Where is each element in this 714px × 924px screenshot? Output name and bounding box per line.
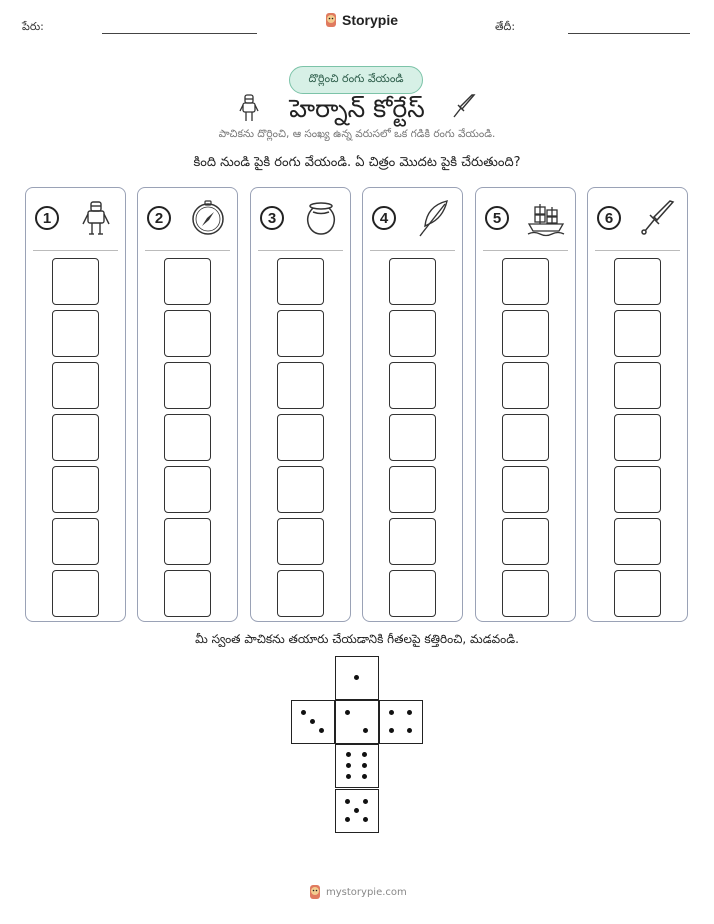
- column-number: 4: [372, 206, 396, 230]
- coloring-box[interactable]: [52, 518, 99, 565]
- coloring-box[interactable]: [614, 362, 661, 409]
- ship-icon: [526, 198, 566, 238]
- coloring-box[interactable]: [277, 466, 324, 513]
- dice-pip: [389, 710, 394, 715]
- dice-pip: [319, 728, 324, 733]
- coloring-box[interactable]: [502, 518, 549, 565]
- column-number: 1: [35, 206, 59, 230]
- dice-pip: [345, 799, 350, 804]
- dice-pip: [407, 728, 412, 733]
- coloring-box[interactable]: [389, 362, 436, 409]
- column-number: 5: [485, 206, 509, 230]
- coloring-box[interactable]: [164, 570, 211, 617]
- coloring-box[interactable]: [502, 362, 549, 409]
- knight-icon: [76, 198, 116, 238]
- brand-name: Storypie: [342, 12, 399, 28]
- instruction-question: కింది నుండి పైకి రంగు వేయండి. ఏ చిత్రం మొదట పైకి చేరుతుంది?: [193, 155, 521, 170]
- coloring-box[interactable]: [277, 518, 324, 565]
- footer-url: mystorypie.com: [326, 886, 407, 898]
- coloring-box[interactable]: [614, 466, 661, 513]
- column-6: [587, 187, 688, 622]
- page-subtitle: పాచికను దొర్లించి, ఆ సంఖ్య ఉన్న వరుసలో ఒక గడికి రంగు వేయండి.: [218, 128, 496, 140]
- cut-instruction: మీ స్వంత పాచికను తయారు చేయడానికి గీతలపై కత్తిరించి, మడవండి.: [195, 632, 519, 646]
- coloring-box[interactable]: [164, 466, 211, 513]
- date-label: తేదీ:: [495, 20, 516, 33]
- coloring-box[interactable]: [389, 310, 436, 357]
- coloring-box[interactable]: [614, 310, 661, 357]
- coloring-box[interactable]: [389, 466, 436, 513]
- coloring-box[interactable]: [277, 258, 324, 305]
- dice-pip: [301, 710, 306, 715]
- page-title: హెర్నాన్ కోర్టేస్: [289, 94, 425, 123]
- dice-face: [335, 700, 379, 744]
- column-number: 2: [147, 206, 171, 230]
- coloring-box[interactable]: [389, 518, 436, 565]
- dice-pip: [362, 752, 367, 757]
- dice-face: [379, 700, 423, 744]
- dice-face: [335, 789, 379, 833]
- coloring-box[interactable]: [502, 466, 549, 513]
- coloring-box[interactable]: [389, 414, 436, 461]
- coloring-box[interactable]: [389, 570, 436, 617]
- coloring-box[interactable]: [52, 310, 99, 357]
- coloring-box[interactable]: [614, 414, 661, 461]
- coloring-box[interactable]: [389, 258, 436, 305]
- feather-quill-icon: [413, 198, 453, 238]
- coloring-box[interactable]: [614, 258, 661, 305]
- column-3: [250, 187, 351, 622]
- coloring-box[interactable]: [164, 258, 211, 305]
- dice-face: [335, 656, 379, 700]
- sword-icon: [638, 198, 678, 238]
- coloring-box[interactable]: [52, 258, 99, 305]
- name-line[interactable]: [102, 33, 257, 34]
- column-number: 3: [260, 206, 284, 230]
- activity-pill: దొర్లించి రంగు వేయండి: [289, 66, 423, 94]
- coloring-box[interactable]: [52, 466, 99, 513]
- column-2: [137, 187, 238, 622]
- coloring-box[interactable]: [52, 414, 99, 461]
- dice-pip: [407, 710, 412, 715]
- dice-pip: [310, 719, 315, 724]
- coloring-box[interactable]: [277, 570, 324, 617]
- coloring-box[interactable]: [277, 310, 324, 357]
- coloring-box[interactable]: [614, 570, 661, 617]
- coloring-box[interactable]: [614, 518, 661, 565]
- bear-logo-icon: [324, 12, 338, 28]
- column-number: 6: [597, 206, 621, 230]
- brand-logo: [324, 12, 398, 28]
- coloring-box[interactable]: [52, 362, 99, 409]
- coloring-box[interactable]: [164, 518, 211, 565]
- name-label: పేరు:: [22, 20, 44, 33]
- dice-pip: [346, 763, 351, 768]
- dice-face: [291, 700, 335, 744]
- pot-icon: [301, 198, 341, 238]
- bear-logo-icon: [308, 884, 322, 900]
- coloring-box[interactable]: [502, 414, 549, 461]
- dice-pip: [363, 817, 368, 822]
- dice-pip: [362, 774, 367, 779]
- coloring-box[interactable]: [277, 414, 324, 461]
- dice-pip: [354, 808, 359, 813]
- dice-face: [335, 744, 379, 788]
- dice-pip: [363, 799, 368, 804]
- column-1: [25, 187, 126, 622]
- dice-pip: [363, 728, 368, 733]
- column-4: [362, 187, 463, 622]
- sword-icon: [450, 93, 478, 123]
- coloring-box[interactable]: [164, 414, 211, 461]
- dice-pip: [345, 817, 350, 822]
- dice-pip: [345, 710, 350, 715]
- dice-pip: [354, 675, 359, 680]
- coloring-box[interactable]: [52, 570, 99, 617]
- dice-pip: [346, 774, 351, 779]
- dice-pip: [346, 752, 351, 757]
- coloring-box[interactable]: [502, 310, 549, 357]
- dice-pip: [389, 728, 394, 733]
- coloring-box[interactable]: [502, 570, 549, 617]
- coloring-box[interactable]: [164, 362, 211, 409]
- dice-pip: [362, 763, 367, 768]
- date-line[interactable]: [568, 33, 690, 34]
- coloring-box[interactable]: [277, 362, 324, 409]
- compass-icon: [188, 198, 228, 238]
- column-5: [475, 187, 576, 622]
- coloring-box[interactable]: [164, 310, 211, 357]
- coloring-box[interactable]: [502, 258, 549, 305]
- footer: [308, 884, 407, 900]
